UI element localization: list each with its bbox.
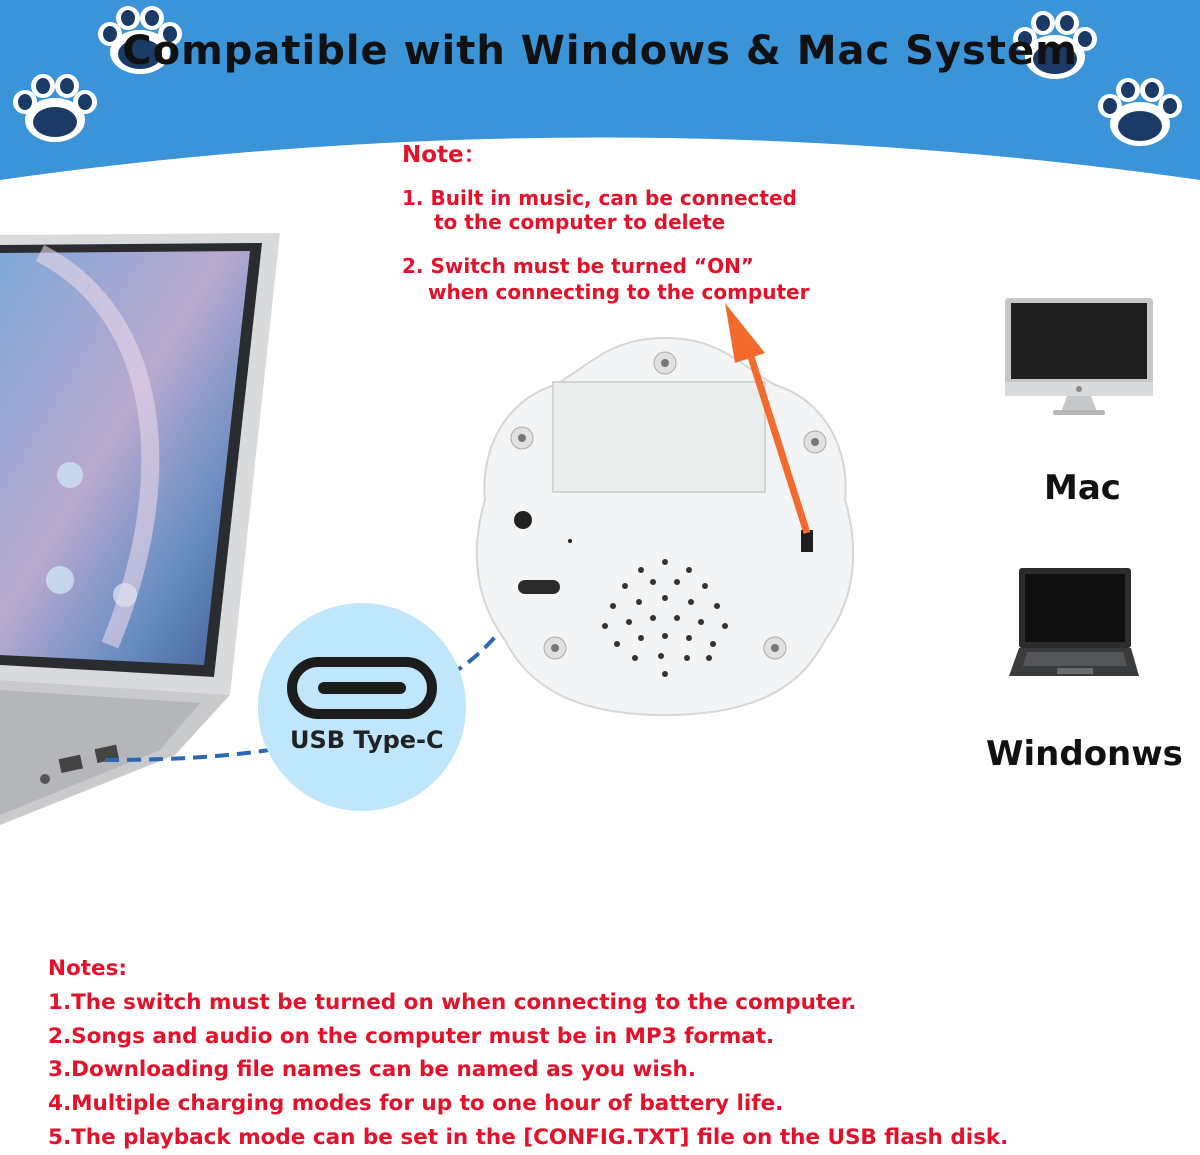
notes-item: 3.Downloading file names can be named as you wish. [48,1057,697,1083]
notes-item: 4.Multiple charging modes for up to one hour of battery life. [48,1091,784,1117]
header-banner [0,0,1200,180]
note-item-1-line-2: to the computer to delete [434,210,726,234]
note-item-2-line-1: 2. Switch must be turned “ON” [402,254,754,278]
notes-heading: Notes: [48,956,128,981]
note-heading: Note： [402,142,487,168]
arrow-icon [715,298,825,548]
windows-laptop-icon [1005,566,1141,684]
mac-label: Mac [1044,468,1121,508]
usb-type-c-bubble [255,602,470,812]
notes-item: 5.The playback mode can be set in the [CONFIG.TXT] file on the USB flash disk. [48,1124,1009,1150]
imac-icon [1003,298,1155,418]
windows-label: Windonws [986,734,1183,774]
usb-type-c-label: USB Type-C [290,726,444,754]
page-title: Compatible with Windows & Mac System [122,28,1078,74]
notes-item: 1.The switch must be turned on when connecting to the computer. [48,989,857,1015]
notes-section [48,952,1008,1155]
note-item-2-line-2: when connecting to the computer [428,280,810,304]
notes-item: 2.Songs and audio on the computer must be in MP3 format. [48,1023,775,1049]
note-item-1-line-1: 1. Built in music, can be connected [402,186,797,210]
